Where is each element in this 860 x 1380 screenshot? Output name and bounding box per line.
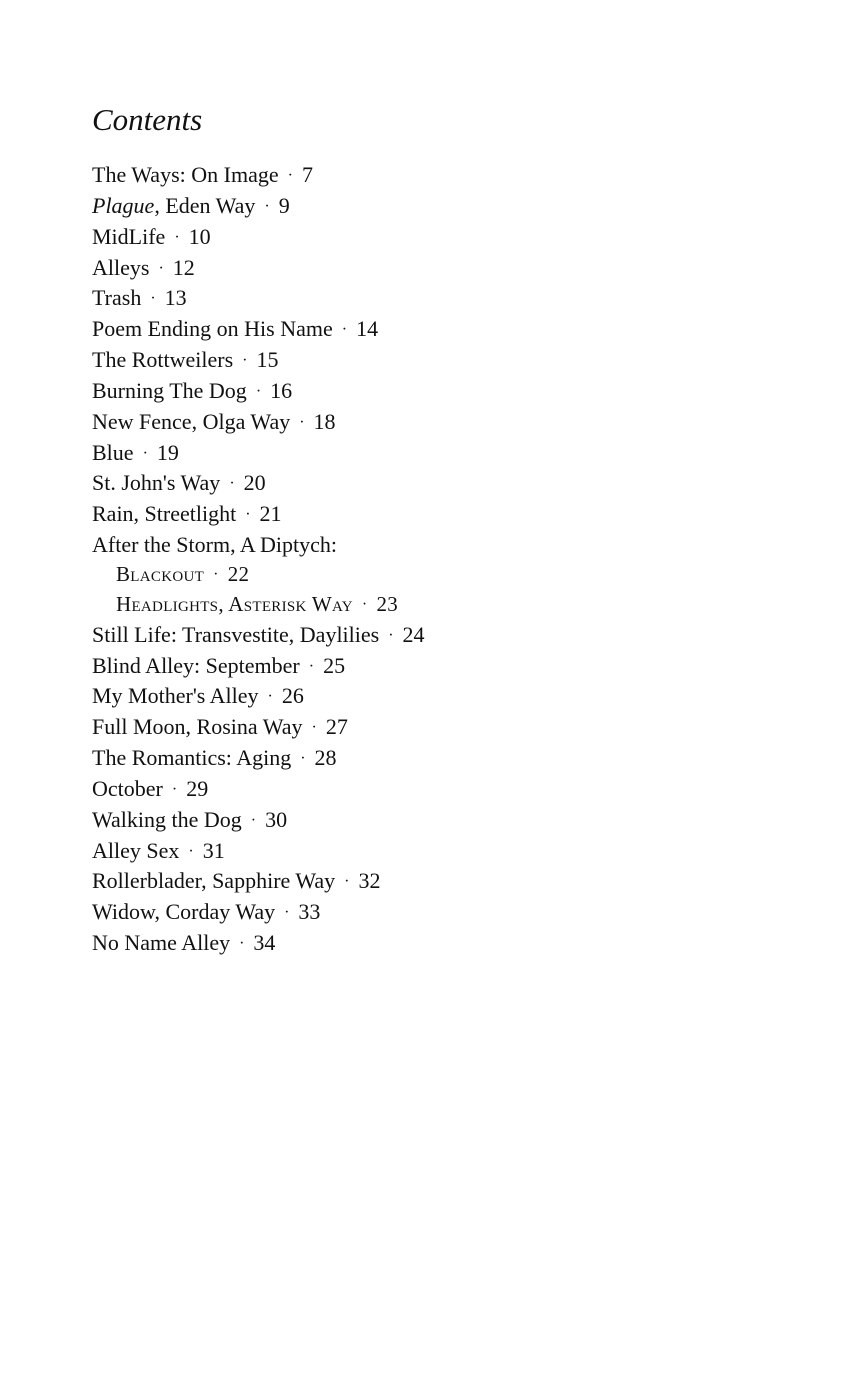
toc-entry xyxy=(92,499,792,530)
toc-entry-title: The Ways: On Image xyxy=(92,162,279,187)
toc-page-number: 31 xyxy=(202,837,225,863)
toc-entry xyxy=(92,928,792,959)
toc-separator-dot: · xyxy=(142,444,148,462)
toc-entry xyxy=(92,743,792,774)
toc-entry-title: Still Life: Transvestite, Daylilies xyxy=(92,621,380,647)
toc-page-number: 20 xyxy=(243,470,266,496)
toc-separator-dot: · xyxy=(188,842,194,860)
toc-entry xyxy=(92,836,792,867)
toc-separator-dot: · xyxy=(300,750,306,768)
toc-entry-title: Headlights, Asterisk Way xyxy=(116,591,353,616)
toc-entry-title: After the Storm, A Diptych: xyxy=(92,532,338,558)
toc-entry xyxy=(92,620,792,651)
toc-separator-dot: · xyxy=(284,904,290,922)
toc-entry-italic-title: Plague xyxy=(92,192,155,218)
toc-separator-dot: · xyxy=(344,873,350,891)
toc-page-number: 27 xyxy=(325,714,348,740)
toc-entry-title: New Fence, Olga Way xyxy=(92,408,291,434)
toc-entry-title: Poem Ending on His Name xyxy=(92,316,333,342)
toc-page-number: 25 xyxy=(323,652,346,678)
toc-entry-title: Blind Alley: September xyxy=(92,652,300,678)
table-of-contents xyxy=(92,160,792,959)
toc-entry xyxy=(92,314,792,345)
toc-page-number: 10 xyxy=(188,223,211,249)
toc-separator-dot: · xyxy=(239,935,245,953)
toc-entry xyxy=(92,345,792,376)
toc-entry-title: Rain, Streetlight xyxy=(92,501,237,527)
toc-entry-title: Blue xyxy=(92,439,134,465)
toc-page-number: 29 xyxy=(186,775,209,801)
toc-page-number: 12 xyxy=(172,254,195,280)
toc-page-number: 15 xyxy=(256,347,279,373)
toc-separator-dot: · xyxy=(299,413,305,431)
toc-separator-dot: · xyxy=(171,780,178,798)
toc-entry-title: Burning The Dog xyxy=(92,377,247,403)
toc-separator-dot: · xyxy=(287,167,293,184)
toc-entry xyxy=(92,283,792,314)
toc-separator-dot: · xyxy=(229,475,235,493)
toc-entry xyxy=(92,376,792,407)
toc-separator-dot: · xyxy=(308,657,315,675)
toc-separator-dot: · xyxy=(213,565,219,583)
toc-entry xyxy=(92,530,792,560)
toc-page-number: 30 xyxy=(265,806,288,832)
toc-entry-title: , Eden Way xyxy=(154,192,256,218)
toc-entry-title: Walking the Dog xyxy=(92,806,242,832)
toc-separator-dot: · xyxy=(150,290,156,308)
toc-entry-title: St. John's Way xyxy=(92,470,221,496)
toc-separator-dot: · xyxy=(174,228,180,246)
toc-page-number: 34 xyxy=(253,930,276,956)
toc-page-number: 24 xyxy=(402,621,425,647)
toc-entry-title: Trash xyxy=(92,285,142,311)
toc-entry xyxy=(92,681,792,712)
toc-separator-dot: · xyxy=(250,811,257,829)
toc-page-number: 28 xyxy=(314,745,337,771)
toc-separator-dot: · xyxy=(267,688,273,706)
toc-page-number: 32 xyxy=(358,868,381,894)
toc-entry xyxy=(92,438,792,469)
toc-separator-dot: · xyxy=(158,259,164,277)
toc-subentry xyxy=(92,560,792,590)
toc-entry-title: Full Moon, Rosina Way xyxy=(92,714,303,740)
toc-page-number: 16 xyxy=(270,377,293,403)
toc-separator-dot: · xyxy=(361,595,368,613)
toc-entry xyxy=(92,253,792,284)
toc-entry xyxy=(92,468,792,499)
toc-entry xyxy=(92,191,792,222)
toc-entry xyxy=(92,160,792,191)
toc-entry-title: No Name Alley xyxy=(92,930,231,956)
contents-page xyxy=(92,100,792,959)
toc-separator-dot: · xyxy=(341,321,348,339)
toc-page-number: 23 xyxy=(376,591,399,616)
toc-entry-title: Widow, Corday Way xyxy=(92,899,276,925)
toc-page-number: 7 xyxy=(301,162,313,187)
toc-separator-dot: · xyxy=(242,352,248,370)
toc-separator-dot: · xyxy=(264,197,270,215)
toc-entry-title: October xyxy=(92,775,163,801)
toc-entry xyxy=(92,774,792,805)
toc-page-number: 9 xyxy=(278,192,290,218)
toc-entry-title: My Mother's Alley xyxy=(92,683,259,709)
toc-entry xyxy=(92,712,792,743)
toc-page-number: 33 xyxy=(298,899,321,925)
toc-page-number: 26 xyxy=(281,683,304,709)
toc-separator-dot: · xyxy=(388,626,394,644)
toc-subentry xyxy=(92,590,792,620)
toc-page-number: 14 xyxy=(356,316,379,342)
toc-page-number: 18 xyxy=(313,408,336,434)
toc-page-number: 21 xyxy=(259,501,282,527)
toc-entry-title: The Rottweilers xyxy=(92,347,234,373)
toc-page-number: 19 xyxy=(156,439,179,465)
toc-entry xyxy=(92,897,792,928)
toc-entry-title: The Romantics: Aging xyxy=(92,745,292,771)
toc-entry xyxy=(92,651,792,682)
toc-separator-dot: · xyxy=(311,719,317,737)
toc-entry-title: Alley Sex xyxy=(92,837,180,863)
toc-entry-title: Rollerblader, Sapphire Way xyxy=(92,868,336,894)
toc-page-number: 13 xyxy=(164,285,187,311)
toc-entry xyxy=(92,222,792,253)
page-title: Contents xyxy=(92,102,203,137)
toc-entry xyxy=(92,407,792,438)
toc-separator-dot: · xyxy=(255,382,262,400)
toc-entry xyxy=(92,866,792,897)
toc-entry-title: MidLife xyxy=(92,223,166,249)
toc-entry-title: Blackout xyxy=(116,561,205,586)
toc-page-number: 22 xyxy=(227,561,250,586)
toc-entry-title: Alleys xyxy=(92,254,150,280)
toc-entry xyxy=(92,805,792,836)
toc-separator-dot: · xyxy=(245,506,251,524)
